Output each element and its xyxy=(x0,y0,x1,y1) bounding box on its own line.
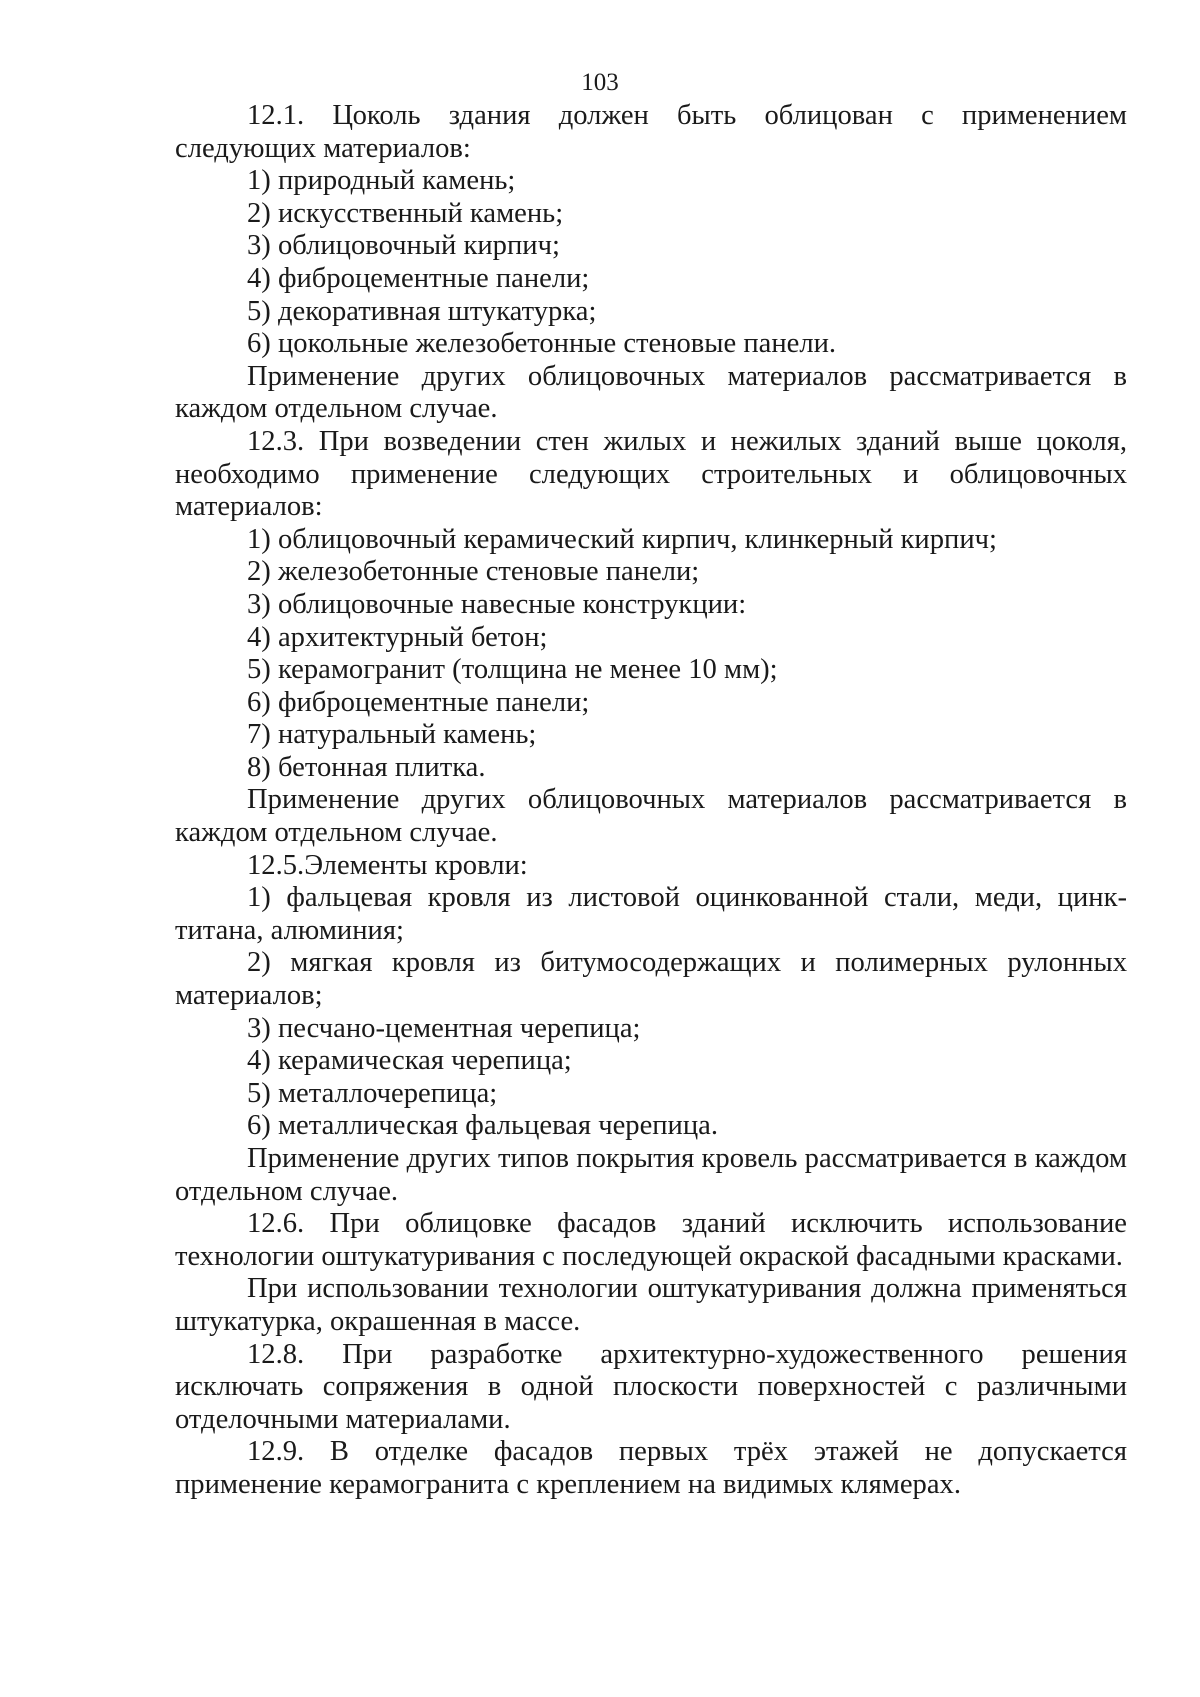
list-item: 1) фальцевая кровля из листовой оцинкованной стали, меди, цинк-титана, алюминия; xyxy=(175,882,1127,946)
clause-12-3: 12.3. При возведении стен жилых и нежилых зданий выше цоколя, необходимо применение следующих строительных и облицовочных материалов: xyxy=(175,425,1127,523)
list-item: 6) фиброцементные панели; xyxy=(247,686,590,718)
list-item: 4) керамическая черепица; xyxy=(247,1045,572,1077)
clause-12-6-note: При использовании технологии оштукатуривания должна применяться штукатурка, окрашенная в массе. xyxy=(175,1273,1127,1337)
list-item: 4) архитектурный бетон; xyxy=(247,621,548,653)
list-item: 5) керамогранит (толщина не менее 10 мм); xyxy=(247,654,778,686)
clause-12-5: 12.5.Элементы кровли: xyxy=(247,849,528,881)
list-item: 2) искусственный камень; xyxy=(247,197,564,229)
page-number: 103 xyxy=(581,69,619,96)
clause-note: Применение других облицовочных материалов рассматривается в каждом отдельном случае. xyxy=(175,360,1127,425)
list-item: 2) железобетонные стеновые панели; xyxy=(247,556,700,588)
list-item: 4) фиброцементные панели; xyxy=(247,262,590,294)
list-item: 6) металлическая фальцевая черепица. xyxy=(247,1110,719,1142)
list-item: 6) цокольные железобетонные стеновые панели. xyxy=(247,328,837,360)
clause-12-6: 12.6. При облицовке фасадов зданий исключить использование технологии оштукатуривания с последующей окраской фасадными красками. xyxy=(175,1208,1127,1272)
clause-12-1: 12.1. Цоколь здания должен быть облицован с применением следующих материалов: xyxy=(175,100,1127,164)
clause-12-8: 12.8. При разработке архитектурно-художественного решения исключать сопряжения в одной плоскости поверхностей с различными отделочными материалами. xyxy=(175,1338,1127,1435)
clause-12-9: 12.9. В отделке фасадов первых трёх этажей не допускается применение керамогранита с креплением на видимых клямерах. xyxy=(175,1436,1127,1500)
list-item: 5) металлочерепица; xyxy=(247,1077,498,1109)
list-item: 3) облицовочный кирпич; xyxy=(247,230,560,262)
list-item: 1) облицовочный керамический кирпич, клинкерный кирпич; xyxy=(247,523,997,555)
list-item: 7) натуральный камень; xyxy=(247,719,537,751)
list-item: 3) песчано-цементная черепица; xyxy=(247,1012,641,1044)
list-item: 3) облицовочные навесные конструкции: xyxy=(247,588,747,620)
list-item: 1) природный камень; xyxy=(247,165,516,197)
list-item: 5) декоративная штукатурка; xyxy=(247,295,597,327)
clause-note: Применение других типов покрытия кровель рассматривается в каждом отдельном случае. xyxy=(175,1143,1127,1207)
clause-note: Применение других облицовочных материалов рассматривается в каждом отдельном случае. xyxy=(175,784,1127,849)
list-item: 8) бетонная плитка. xyxy=(247,751,486,783)
document-body xyxy=(175,100,1127,1502)
list-item: 2) мягкая кровля из битумосодержащих и полимерных рулонных материалов; xyxy=(175,947,1127,1012)
